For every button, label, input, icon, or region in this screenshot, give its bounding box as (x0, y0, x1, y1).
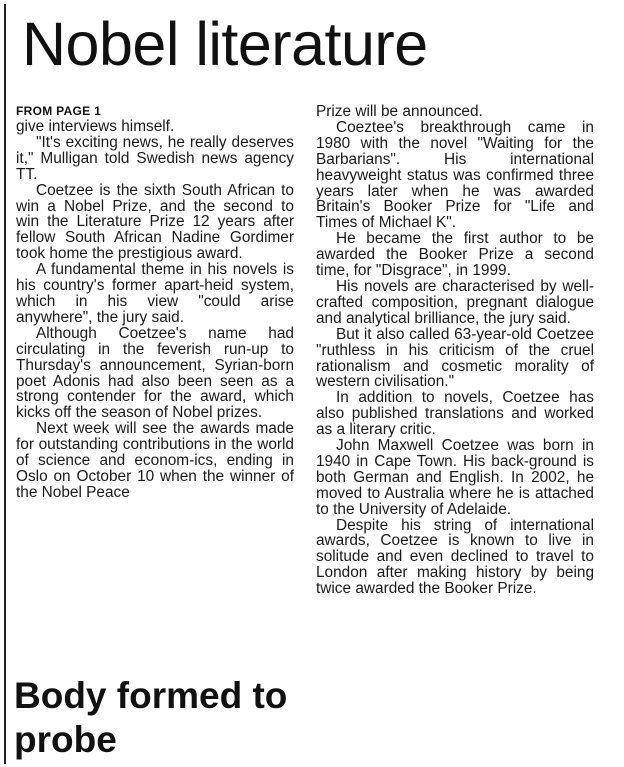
continuation-label: FROM PAGE 1 (16, 104, 102, 118)
paragraph: Coeztee's breakthrough came in 1980 with the novel "Waiting for the Barbarians". His international heavyweight status was confirmed three years later when he was awarded Britain's Booker Prize for "Life and Times of Michael K". (316, 118, 594, 232)
paragraph: Coetzee is the sixth South African to win a Nobel Prize, and the second to win the Literature Prize 12 years after fellow South African Nadine Gordimer took home the prestigious award. (16, 181, 294, 263)
paragraph: John Maxwell Coetzee was born in 1940 in Cape Town. His back-ground is both German and English. In 2002, he moved to Australia where he is attached to the University of Adelaide. (316, 437, 594, 518)
paragraph: Prize will be announced. (316, 103, 483, 120)
paragraph: Despite his string of international awards, Coetzee is known to live in solitude and even declined to travel to London after making history by being twice awarded the Booker Prize. (316, 516, 594, 598)
paragraph: give interviews himself. (16, 118, 175, 135)
paragraph: A fundamental theme in his novels is his country's former apart-heid system, which in his view "could arise anywhere", the jury said. (16, 261, 294, 326)
next-article-headline: Body formed to probe (14, 675, 288, 760)
paragraph: Although Coetzee's name had circulating in the feverish run-up to Thursday's announcement, Syrian-born poet Adonis had also been seen as a strong contender for the award, which kicks off the season of Nobel prizes. (16, 324, 294, 422)
article-column-right (316, 104, 594, 597)
article-column-left (16, 104, 294, 501)
paragraph: But it also called 63-year-old Coetzee "ruthless in his criticism of the cruel rationalism and cosmetic morality of western civilisation." (316, 325, 594, 391)
paragraph: In addition to novels, Coetzee has also published translations and worked as a literary critic. (316, 389, 594, 439)
paragraph: He became the first author to be awarded the Booker Prize a second time, for "Disgrace", in 1999. (316, 230, 594, 280)
paragraph: His novels are characterised by well-crafted composition, pregnant dialogue and analytical brilliance, the jury said. (316, 277, 594, 327)
paragraph: "It's exciting news, he really deserves it," Mulligan told Swedish news agency TT. (16, 133, 294, 183)
column-rule (4, 4, 6, 764)
headline: Nobel literature (22, 10, 428, 78)
paragraph: Next week will see the awards made for outstanding contributions in the world of science and econom-ics, ending in Oslo on October 10 when the winner of the Nobel Peace (16, 420, 294, 501)
